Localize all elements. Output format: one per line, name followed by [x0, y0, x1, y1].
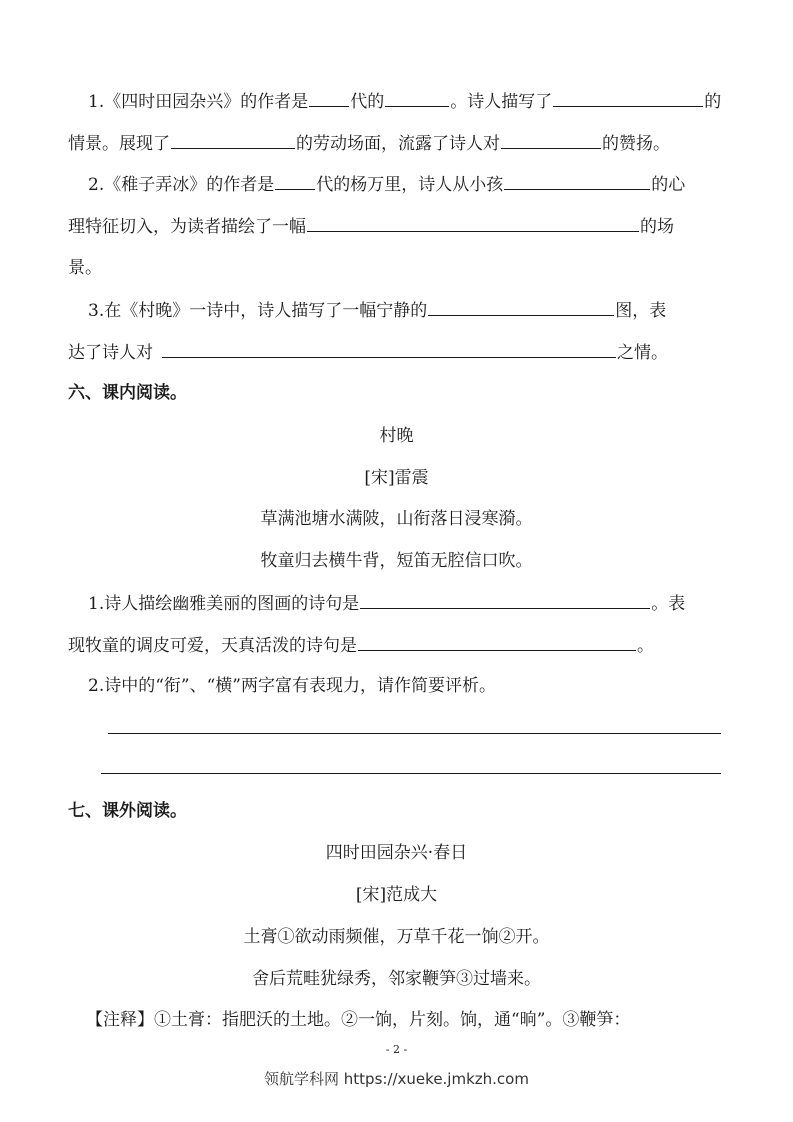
s6-q1-text-b: 。表 — [651, 594, 686, 614]
s5-q2-text-a: 2.《稚子弄冰》的作者是 — [88, 175, 275, 195]
s5-q3-text-c: 达了诗人对 — [68, 343, 153, 363]
s5-q2-text-b: 代的杨万里，诗人从小孩 — [316, 175, 504, 195]
answer-blank[interactable] — [307, 214, 639, 232]
poem2-line1: 土膏①欲动雨频催，万草千花一饷②开。 — [243, 927, 550, 947]
s5-q1-text-f: 的劳动场面，流露了诗人对 — [296, 134, 500, 154]
s5-q3-text-b: 图，表 — [615, 301, 667, 321]
poem1-author: [宋]雷震 — [364, 468, 429, 488]
s5-q1-line1 — [88, 89, 721, 114]
s5-q3-line2 — [68, 340, 668, 365]
s5-q3-line1 — [88, 298, 666, 323]
section6-heading: 六、课内阅读。 — [68, 383, 187, 403]
poem1-line1: 草满池塘水满陂，山衔落日浸寒漪。 — [260, 509, 533, 529]
s5-q1-line2 — [68, 131, 670, 156]
s6-q1-text-a: 1.诗人描绘幽雅美丽的图画的诗句是 — [88, 594, 360, 614]
answer-blank[interactable] — [360, 591, 650, 609]
s6-q1-line2 — [68, 633, 654, 658]
s6-q1-text-d: 。 — [637, 636, 654, 656]
answer-blank[interactable] — [171, 131, 295, 149]
s5-q3-text-d: 之情。 — [617, 343, 668, 363]
s5-q1-text-c: 。诗人描写了 — [450, 92, 553, 112]
s5-q2-text-d: 理特征切入，为读者描绘了一幅 — [68, 217, 306, 237]
s6-q1-text-c: 现牧童的调皮可爱，天真活泼的诗句是 — [68, 636, 357, 656]
poem2-author: [宋]范成大 — [355, 885, 438, 905]
poem2-line2: 舍后荒畦犹绿秀，邻家鞭笋③过墙来。 — [252, 969, 541, 989]
poem2-title: 四时田园杂兴·春日 — [325, 843, 468, 863]
s5-q2-line3 — [68, 256, 102, 280]
s5-q1-text-b: 代的 — [350, 92, 385, 112]
s5-q1-text-a: 1.《四时田园杂兴》的作者是 — [88, 92, 309, 112]
annotation-note: 【注释】①土膏：指肥沃的土地。②一饷，片刻。饷，通“晌”。③鞭笋： — [86, 1010, 631, 1030]
answer-line[interactable] — [108, 733, 721, 734]
answer-blank[interactable] — [385, 89, 449, 107]
s5-q1-text-e: 情景。展现了 — [68, 134, 170, 154]
s5-q3-text-a: 3.在《村晚》一诗中，诗人描写了一幅宁静的 — [88, 301, 428, 321]
s5-q2-text-c: 的心 — [651, 175, 686, 195]
s5-q2-text-f: 景。 — [68, 258, 102, 278]
answer-blank[interactable] — [504, 172, 650, 190]
s5-q1-text-d: 的 — [704, 92, 722, 112]
answer-blank[interactable] — [275, 172, 315, 190]
s5-q2-text-e: 的场 — [640, 217, 674, 237]
answer-blank[interactable] — [428, 298, 614, 316]
footer-watermark: 领航学科网 https://xueke.jmkzh.com — [264, 1070, 529, 1088]
section7-heading: 七、课外阅读。 — [68, 801, 187, 821]
s6-q2: 2.诗中的“衔”、“横”两字富有表现力，请作简要评析。 — [88, 676, 496, 696]
answer-blank[interactable] — [553, 89, 703, 107]
s5-q2-line1 — [88, 172, 685, 197]
answer-line[interactable] — [101, 773, 721, 774]
s6-q1-line1 — [88, 591, 685, 616]
answer-blank[interactable] — [309, 89, 349, 107]
s5-q2-line2 — [68, 214, 674, 239]
answer-blank[interactable] — [501, 131, 601, 149]
s5-q1-text-g: 的赞扬。 — [602, 134, 670, 154]
answer-blank[interactable] — [358, 633, 636, 651]
answer-blank[interactable] — [162, 340, 616, 358]
page-number: - 2 - — [385, 1043, 408, 1056]
poem1-title: 村晚 — [379, 426, 414, 446]
poem1-line2: 牧童归去横牛背，短笛无腔信口吹。 — [260, 551, 533, 571]
